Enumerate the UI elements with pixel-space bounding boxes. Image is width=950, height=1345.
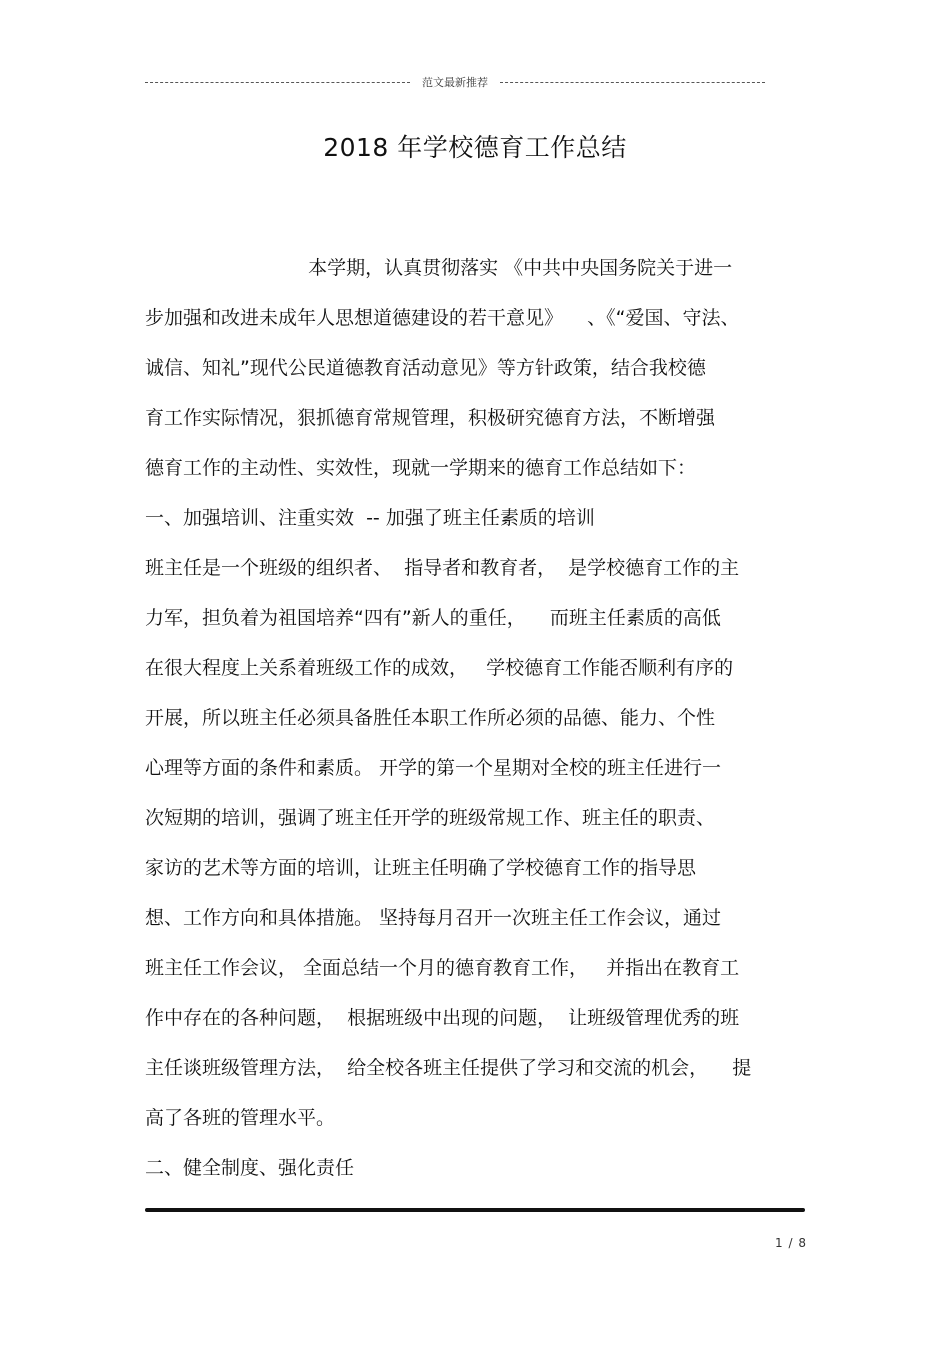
- body-line: 德育工作的主动性、实效性，现就一学期来的德育工作总结如下：: [145, 457, 697, 479]
- document-body: [145, 248, 810, 1198]
- body-line: 开展，所以班主任必须具备胜任本职工作所必须的品德、能力、个性: [145, 707, 716, 729]
- body-line: 作中存在的各种问题， 根据班级中出现的问题， 让班级管理优秀的班: [145, 1007, 740, 1029]
- body-line: 育工作实际情况，狠抓德育常规管理，积极研究德育方法，不断增强: [145, 407, 716, 429]
- body-line: 步加强和改进未成年人思想道德建设的若干意见》 、《“爱国、守法、: [145, 307, 740, 329]
- body-line: 想、工作方向和具体措施。 坚持每月召开一次班主任工作会议，通过: [145, 907, 722, 929]
- footer-rule: [145, 1208, 805, 1212]
- body-line: 班主任工作会议， 全面总结一个月的德育教育工作， 并指出在教育工: [145, 957, 740, 979]
- section-heading: 二、健全制度、强化责任: [145, 1157, 355, 1179]
- body-line: 次短期的培训，强调了班主任开学的班级常规工作、班主任的职责、: [145, 807, 716, 829]
- header-dash-right: [500, 82, 765, 83]
- section-heading: 一、加强培训、注重实效 -- 加强了班主任素质的培训: [145, 507, 595, 529]
- body-line: 诚信、知礼”现代公民道德教育活动意见》等方针政策，结合我校德: [145, 357, 706, 379]
- body-line: 班主任是一个班级的组织者、 指导者和教育者， 是学校德育工作的主: [145, 557, 740, 579]
- body-line: 力军，担负着为祖国培养“四有”新人的重任， 而班主任素质的高低: [145, 607, 721, 629]
- header-label: 范文最新推荐: [422, 76, 488, 89]
- body-line: 本学期，认真贯彻落实 《中共中央国务院关于进一: [145, 257, 733, 279]
- document-title: 2018 年学校德育工作总结: [323, 133, 627, 162]
- header-dash-left: [145, 82, 410, 83]
- body-line: 在很大程度上关系着班级工作的成效， 学校德育工作能否顺利有序的: [145, 657, 734, 679]
- page-header: [145, 72, 765, 92]
- body-line: 心理等方面的条件和素质。 开学的第一个星期对全校的班主任进行一: [145, 757, 722, 779]
- body-line: 高了各班的管理水平。: [145, 1107, 336, 1129]
- body-line: 主任谈班级管理方法， 给全校各班主任提供了学习和交流的机会， 提: [145, 1057, 752, 1079]
- body-line: 家访的艺术等方面的培训，让班主任明确了学校德育工作的指导思: [145, 857, 697, 879]
- page-number: 1 / 8: [775, 1236, 807, 1250]
